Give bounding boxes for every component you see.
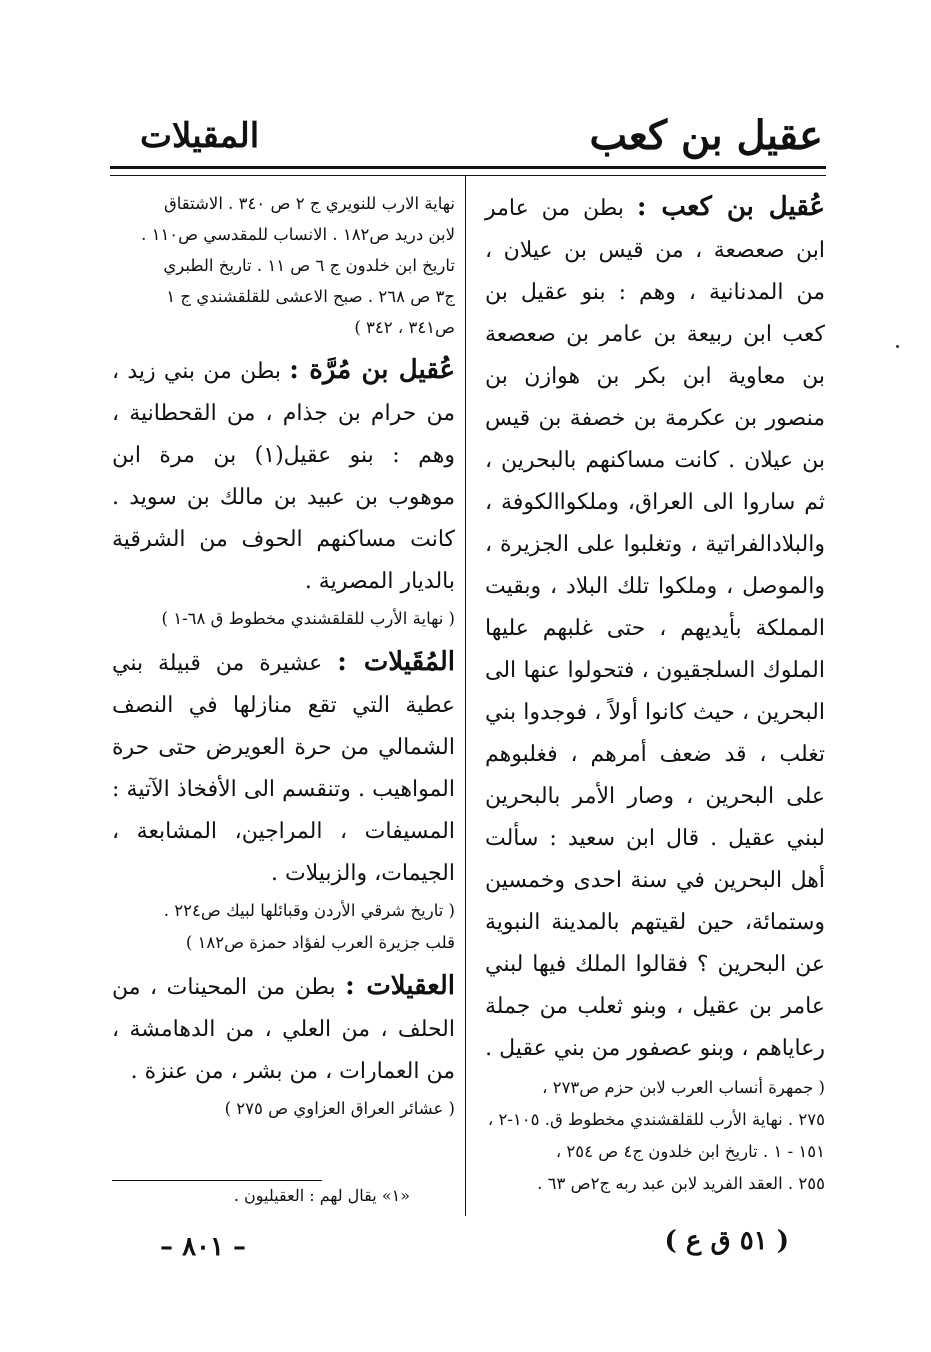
scan-speck bbox=[896, 345, 899, 348]
entry-al-muqaylat bbox=[112, 641, 455, 959]
reference-line: ( نهاية الأرب للقلقشندي مخطوط ق ٦٨-١ ) bbox=[161, 609, 455, 628]
entry-text: عشيرة من قبيلة بني عطية التي تقع منازلها في النصف الشمالي من حرة العويرض حتى حرة المواهيب . وتنقسم الى الأفخاذ الآتية : المسيفات ، المراجين، المشابعة ، الجيمات، والزبيلات . bbox=[112, 651, 455, 886]
reference-line: ج٣ ص ٢٦٨ . صبح الاعشى للقلقشندي ج ١ bbox=[166, 287, 455, 306]
entry-text: بطن من بني زيد ، من حرام بن جذام ، من القحطانية ، وهم : بنو عقيل(١) بن مرة ابن موهوب بن عبيد بن مالك بن سويد . كانت مساكنهم الحوف من الشرقية بالديار المصرية . bbox=[112, 359, 455, 594]
page-header-right-title: عقيل بن كعب bbox=[589, 112, 823, 159]
reference-line: نهاية الارب للنويري ج ٢ ص ٣٤٠ . الاشتقاق bbox=[163, 194, 455, 213]
entry-text: بطن من عامر ابن صعصعة ، من قيس بن عيلان ، من المدنانية ، وهم : بنو عقيل بن كعب ابن ربيعة بن عامر بن صعصعة بن معاوية ابن بكر بن هوازن بن منصور بن عكرمة بن خصفة بن قيس بن عيلان . كانت مساكنهم بالبحرين ، ثم ساروا الى العراق، وملكواالكوفة ، والبلادالفراتية ، وتغلبوا على الجزيرة ، والموصل ، وملكوا تلك البلاد ، وبقيت المملكة بأيديهم ، حتى غلبهم عليها الملوك السلجقيون ، فتحولوا عنها الى البحرين ، حيث كانوا أولاً ، فوجدوا بني تغلب ، قد ضعف أمرهم ، فغلبوهم على البحرين ، وصار الأمر بالبحرين لبني عقيل . قال ابن سعيد : سألت أهل البحرين في سنة احدى وخمسين وستمائة، حين لقيتهم بالمدينة النبوية عن البحرين ؟ فقالوا الملك فيها لبني عامر بن عقيل ، وبنو ثعلب من جملة رعاياهم ، وبنو عصفور من بني عقيل . bbox=[485, 196, 825, 1061]
header-rule-thick bbox=[110, 166, 826, 169]
entry-title: عُقيل بن كعب : bbox=[636, 192, 825, 222]
reference-line: ( عشائر العراق العزاوي ص ٢٧٥ ) bbox=[224, 1099, 455, 1118]
continued-references bbox=[112, 188, 455, 343]
footnote-rule bbox=[112, 1180, 322, 1181]
right-column bbox=[485, 186, 825, 1200]
reference-line: ( تاريخ شرقي الأردن وقبائلها لبيك ص٢٢٤ . bbox=[163, 901, 455, 920]
footnote: «١» يقال لهم : العقيليون . bbox=[233, 1186, 410, 1205]
references-block bbox=[485, 1072, 825, 1200]
reference-line: ( جمهرة أنساب العرب لابن حزم ص٢٧٣ ، bbox=[542, 1078, 825, 1097]
reference-line: ٢٧٥ . نهاية الأرب للقلقشندي مخطوط ق. ١٠٥-٢ ، bbox=[487, 1110, 825, 1129]
signature-mark: ( ٥١ ق ع ) bbox=[664, 1226, 789, 1256]
column-divider bbox=[465, 176, 466, 1216]
entry-aqil-bin-kaab bbox=[485, 186, 825, 1070]
entry-title: عُقيل بن مُرَّة : bbox=[289, 355, 455, 385]
left-column bbox=[112, 186, 455, 1125]
reference-line: ص٣٤١ ، ٣٤٢ ) bbox=[354, 318, 455, 337]
reference-line: تاريخ ابن خلدون ج ٦ ص ١١ . تاريخ الطبري bbox=[163, 256, 455, 275]
entry-title: العقيلات : bbox=[345, 971, 455, 1001]
reference-line: ١٥١ - ١ . تاريخ ابن خلدون ج٤ ص ٢٥٤ ، bbox=[555, 1142, 825, 1161]
reference-line: ٢٥٥ . العقد الفريد لابن عبد ربه ج٢ص ٦٣ . bbox=[537, 1174, 825, 1193]
entry-aqil-bin-murra bbox=[112, 349, 455, 635]
page-number: – ٨٠١ – bbox=[160, 1232, 247, 1262]
page-header-left-title: المقيلات bbox=[140, 116, 260, 156]
entry-al-uqaylat bbox=[112, 965, 455, 1125]
reference-line: قلب جزيرة العرب لفؤاد حمزة ص١٨٢ ) bbox=[185, 933, 455, 952]
entry-title: المُقَيلات : bbox=[337, 647, 455, 677]
reference-line: لابن دريد ص١٨٢ . الانساب للمقدسي ص١١٠ . bbox=[141, 225, 455, 244]
entry-text: بطن من المحينات ، من الحلف ، من العلي ، من الدهامشة ، من العمارات ، من بشر ، من عنزة . bbox=[112, 975, 455, 1084]
header-rule-thin bbox=[110, 175, 826, 176]
